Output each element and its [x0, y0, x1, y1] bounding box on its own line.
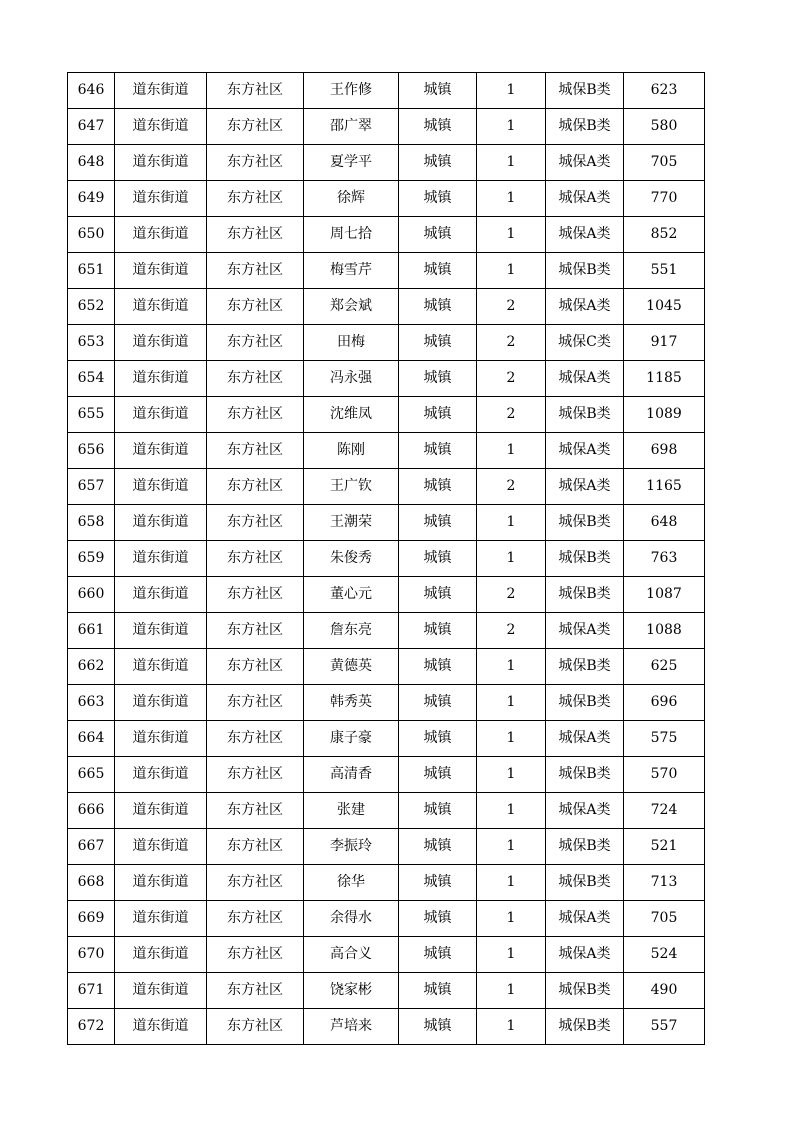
household-type-cell: 城镇 — [399, 649, 477, 685]
monthly-amount-cell: 1087 — [624, 577, 705, 613]
assistance-category-cell: 城保B类 — [546, 541, 624, 577]
person-name-cell: 饶家彬 — [304, 973, 399, 1009]
household-count-cell: 1 — [477, 757, 546, 793]
household-count-cell: 1 — [477, 649, 546, 685]
street-name-cell: 道东街道 — [115, 433, 207, 469]
street-name-cell: 道东街道 — [115, 973, 207, 1009]
table-row — [68, 397, 705, 433]
person-name-cell: 徐辉 — [304, 181, 399, 217]
household-type-cell: 城镇 — [399, 577, 477, 613]
person-name-cell: 朱俊秀 — [304, 541, 399, 577]
community-name-cell: 东方社区 — [207, 109, 304, 145]
household-type-cell: 城镇 — [399, 325, 477, 361]
table-row — [68, 73, 705, 109]
assistance-category-cell: 城保B类 — [546, 505, 624, 541]
table-row — [68, 505, 705, 541]
street-name-cell: 道东街道 — [115, 793, 207, 829]
row-number-cell: 659 — [68, 541, 115, 577]
row-number-cell: 652 — [68, 289, 115, 325]
table-row — [68, 865, 705, 901]
person-name-cell: 夏学平 — [304, 145, 399, 181]
monthly-amount-cell: 1185 — [624, 361, 705, 397]
community-name-cell: 东方社区 — [207, 793, 304, 829]
table-row — [68, 253, 705, 289]
person-name-cell: 周七拾 — [304, 217, 399, 253]
table-row — [68, 685, 705, 721]
monthly-amount-cell: 623 — [624, 73, 705, 109]
assistance-category-cell: 城保A类 — [546, 793, 624, 829]
assistance-category-cell: 城保B类 — [546, 109, 624, 145]
table-row — [68, 181, 705, 217]
household-count-cell: 1 — [477, 253, 546, 289]
table-row — [68, 613, 705, 649]
street-name-cell: 道东街道 — [115, 541, 207, 577]
row-number-cell: 646 — [68, 73, 115, 109]
assistance-category-cell: 城保A类 — [546, 289, 624, 325]
person-name-cell: 徐华 — [304, 865, 399, 901]
person-name-cell: 邵广翠 — [304, 109, 399, 145]
row-number-cell: 668 — [68, 865, 115, 901]
row-number-cell: 671 — [68, 973, 115, 1009]
household-count-cell: 1 — [477, 973, 546, 1009]
household-count-cell: 2 — [477, 361, 546, 397]
household-type-cell: 城镇 — [399, 541, 477, 577]
street-name-cell: 道东街道 — [115, 217, 207, 253]
person-name-cell: 张建 — [304, 793, 399, 829]
monthly-amount-cell: 705 — [624, 901, 705, 937]
person-name-cell: 田梅 — [304, 325, 399, 361]
household-count-cell: 1 — [477, 505, 546, 541]
assistance-category-cell: 城保B类 — [546, 73, 624, 109]
person-name-cell: 董心元 — [304, 577, 399, 613]
table-row — [68, 721, 705, 757]
monthly-amount-cell: 698 — [624, 433, 705, 469]
row-number-cell: 667 — [68, 829, 115, 865]
monthly-amount-cell: 557 — [624, 1009, 705, 1045]
table-row — [68, 289, 705, 325]
monthly-amount-cell: 917 — [624, 325, 705, 361]
community-name-cell: 东方社区 — [207, 541, 304, 577]
row-number-cell: 662 — [68, 649, 115, 685]
assistance-category-cell: 城保B类 — [546, 829, 624, 865]
street-name-cell: 道东街道 — [115, 937, 207, 973]
monthly-amount-cell: 705 — [624, 145, 705, 181]
household-count-cell: 2 — [477, 469, 546, 505]
community-name-cell: 东方社区 — [207, 145, 304, 181]
row-number-cell: 649 — [68, 181, 115, 217]
assistance-category-cell: 城保A类 — [546, 361, 624, 397]
table-row — [68, 577, 705, 613]
household-count-cell: 1 — [477, 721, 546, 757]
household-type-cell: 城镇 — [399, 505, 477, 541]
household-count-cell: 2 — [477, 613, 546, 649]
street-name-cell: 道东街道 — [115, 253, 207, 289]
assistance-category-cell: 城保A类 — [546, 433, 624, 469]
household-count-cell: 1 — [477, 145, 546, 181]
monthly-amount-cell: 1165 — [624, 469, 705, 505]
monthly-amount-cell: 763 — [624, 541, 705, 577]
monthly-amount-cell: 524 — [624, 937, 705, 973]
household-count-cell: 1 — [477, 109, 546, 145]
row-number-cell: 657 — [68, 469, 115, 505]
household-type-cell: 城镇 — [399, 793, 477, 829]
table-row — [68, 217, 705, 253]
assistance-category-cell: 城保B类 — [546, 685, 624, 721]
table-row — [68, 1009, 705, 1045]
household-count-cell: 1 — [477, 685, 546, 721]
row-number-cell: 670 — [68, 937, 115, 973]
table-row — [68, 541, 705, 577]
household-type-cell: 城镇 — [399, 757, 477, 793]
assistance-category-cell: 城保B类 — [546, 865, 624, 901]
monthly-amount-cell: 551 — [624, 253, 705, 289]
monthly-amount-cell: 1089 — [624, 397, 705, 433]
street-name-cell: 道东街道 — [115, 397, 207, 433]
street-name-cell: 道东街道 — [115, 289, 207, 325]
assistance-category-cell: 城保A类 — [546, 901, 624, 937]
community-name-cell: 东方社区 — [207, 505, 304, 541]
table-row — [68, 361, 705, 397]
household-type-cell: 城镇 — [399, 361, 477, 397]
assistance-category-cell: 城保A类 — [546, 469, 624, 505]
row-number-cell: 661 — [68, 613, 115, 649]
row-number-cell: 656 — [68, 433, 115, 469]
monthly-amount-cell: 852 — [624, 217, 705, 253]
household-count-cell: 1 — [477, 865, 546, 901]
community-name-cell: 东方社区 — [207, 325, 304, 361]
assistance-category-cell: 城保B类 — [546, 577, 624, 613]
subsidy-roster-table — [67, 72, 705, 1045]
community-name-cell: 东方社区 — [207, 469, 304, 505]
household-type-cell: 城镇 — [399, 433, 477, 469]
person-name-cell: 高合义 — [304, 937, 399, 973]
assistance-category-cell: 城保B类 — [546, 973, 624, 1009]
table-row — [68, 937, 705, 973]
person-name-cell: 王广钦 — [304, 469, 399, 505]
assistance-category-cell: 城保A类 — [546, 145, 624, 181]
household-count-cell: 1 — [477, 793, 546, 829]
assistance-category-cell: 城保A类 — [546, 613, 624, 649]
assistance-category-cell: 城保B类 — [546, 253, 624, 289]
person-name-cell: 王潮荣 — [304, 505, 399, 541]
person-name-cell: 韩秀英 — [304, 685, 399, 721]
household-count-cell: 2 — [477, 289, 546, 325]
monthly-amount-cell: 490 — [624, 973, 705, 1009]
monthly-amount-cell: 1088 — [624, 613, 705, 649]
household-count-cell: 1 — [477, 217, 546, 253]
monthly-amount-cell: 575 — [624, 721, 705, 757]
household-count-cell: 1 — [477, 937, 546, 973]
person-name-cell: 冯永强 — [304, 361, 399, 397]
assistance-category-cell: 城保C类 — [546, 325, 624, 361]
street-name-cell: 道东街道 — [115, 649, 207, 685]
community-name-cell: 东方社区 — [207, 1009, 304, 1045]
assistance-category-cell: 城保A类 — [546, 937, 624, 973]
table-row — [68, 433, 705, 469]
row-number-cell: 653 — [68, 325, 115, 361]
person-name-cell: 沈维凤 — [304, 397, 399, 433]
community-name-cell: 东方社区 — [207, 361, 304, 397]
row-number-cell: 660 — [68, 577, 115, 613]
row-number-cell: 651 — [68, 253, 115, 289]
table-row — [68, 469, 705, 505]
monthly-amount-cell: 570 — [624, 757, 705, 793]
person-name-cell: 陈刚 — [304, 433, 399, 469]
community-name-cell: 东方社区 — [207, 685, 304, 721]
row-number-cell: 664 — [68, 721, 115, 757]
street-name-cell: 道东街道 — [115, 829, 207, 865]
household-type-cell: 城镇 — [399, 865, 477, 901]
row-number-cell: 647 — [68, 109, 115, 145]
row-number-cell: 669 — [68, 901, 115, 937]
assistance-category-cell: 城保B类 — [546, 1009, 624, 1045]
household-count-cell: 1 — [477, 901, 546, 937]
table-row — [68, 973, 705, 1009]
household-count-cell: 2 — [477, 325, 546, 361]
row-number-cell: 672 — [68, 1009, 115, 1045]
person-name-cell: 黄德英 — [304, 649, 399, 685]
household-type-cell: 城镇 — [399, 829, 477, 865]
assistance-category-cell: 城保A类 — [546, 181, 624, 217]
community-name-cell: 东方社区 — [207, 433, 304, 469]
assistance-category-cell: 城保B类 — [546, 649, 624, 685]
household-type-cell: 城镇 — [399, 973, 477, 1009]
household-type-cell: 城镇 — [399, 469, 477, 505]
household-type-cell: 城镇 — [399, 937, 477, 973]
assistance-category-cell: 城保B类 — [546, 397, 624, 433]
row-number-cell: 663 — [68, 685, 115, 721]
household-type-cell: 城镇 — [399, 1009, 477, 1045]
monthly-amount-cell: 713 — [624, 865, 705, 901]
community-name-cell: 东方社区 — [207, 577, 304, 613]
street-name-cell: 道东街道 — [115, 613, 207, 649]
street-name-cell: 道东街道 — [115, 469, 207, 505]
community-name-cell: 东方社区 — [207, 901, 304, 937]
assistance-category-cell: 城保A类 — [546, 721, 624, 757]
row-number-cell: 655 — [68, 397, 115, 433]
table-row — [68, 145, 705, 181]
community-name-cell: 东方社区 — [207, 181, 304, 217]
row-number-cell: 650 — [68, 217, 115, 253]
household-type-cell: 城镇 — [399, 145, 477, 181]
street-name-cell: 道东街道 — [115, 145, 207, 181]
street-name-cell: 道东街道 — [115, 757, 207, 793]
community-name-cell: 东方社区 — [207, 721, 304, 757]
street-name-cell: 道东街道 — [115, 73, 207, 109]
row-number-cell: 658 — [68, 505, 115, 541]
community-name-cell: 东方社区 — [207, 865, 304, 901]
community-name-cell: 东方社区 — [207, 73, 304, 109]
community-name-cell: 东方社区 — [207, 973, 304, 1009]
street-name-cell: 道东街道 — [115, 865, 207, 901]
person-name-cell: 郑会斌 — [304, 289, 399, 325]
row-number-cell: 666 — [68, 793, 115, 829]
row-number-cell: 654 — [68, 361, 115, 397]
community-name-cell: 东方社区 — [207, 397, 304, 433]
household-type-cell: 城镇 — [399, 109, 477, 145]
monthly-amount-cell: 770 — [624, 181, 705, 217]
household-type-cell: 城镇 — [399, 217, 477, 253]
street-name-cell: 道东街道 — [115, 361, 207, 397]
table-row — [68, 649, 705, 685]
street-name-cell: 道东街道 — [115, 181, 207, 217]
community-name-cell: 东方社区 — [207, 757, 304, 793]
assistance-category-cell: 城保B类 — [546, 757, 624, 793]
community-name-cell: 东方社区 — [207, 829, 304, 865]
monthly-amount-cell: 1045 — [624, 289, 705, 325]
street-name-cell: 道东街道 — [115, 721, 207, 757]
row-number-cell: 648 — [68, 145, 115, 181]
monthly-amount-cell: 696 — [624, 685, 705, 721]
street-name-cell: 道东街道 — [115, 901, 207, 937]
household-type-cell: 城镇 — [399, 397, 477, 433]
person-name-cell: 余得水 — [304, 901, 399, 937]
table-row — [68, 901, 705, 937]
community-name-cell: 东方社区 — [207, 613, 304, 649]
monthly-amount-cell: 648 — [624, 505, 705, 541]
household-count-cell: 1 — [477, 433, 546, 469]
person-name-cell: 李振玲 — [304, 829, 399, 865]
table-row — [68, 829, 705, 865]
street-name-cell: 道东街道 — [115, 109, 207, 145]
household-type-cell: 城镇 — [399, 613, 477, 649]
person-name-cell: 詹东亮 — [304, 613, 399, 649]
household-count-cell: 1 — [477, 181, 546, 217]
street-name-cell: 道东街道 — [115, 505, 207, 541]
person-name-cell: 王作修 — [304, 73, 399, 109]
row-number-cell: 665 — [68, 757, 115, 793]
street-name-cell: 道东街道 — [115, 1009, 207, 1045]
person-name-cell: 梅雪芹 — [304, 253, 399, 289]
table-row — [68, 109, 705, 145]
monthly-amount-cell: 521 — [624, 829, 705, 865]
household-type-cell: 城镇 — [399, 253, 477, 289]
household-count-cell: 1 — [477, 829, 546, 865]
household-count-cell: 1 — [477, 73, 546, 109]
household-type-cell: 城镇 — [399, 73, 477, 109]
community-name-cell: 东方社区 — [207, 937, 304, 973]
street-name-cell: 道东街道 — [115, 577, 207, 613]
person-name-cell: 高清香 — [304, 757, 399, 793]
monthly-amount-cell: 724 — [624, 793, 705, 829]
table-row — [68, 325, 705, 361]
household-count-cell: 1 — [477, 541, 546, 577]
household-count-cell: 2 — [477, 397, 546, 433]
community-name-cell: 东方社区 — [207, 217, 304, 253]
household-type-cell: 城镇 — [399, 289, 477, 325]
community-name-cell: 东方社区 — [207, 649, 304, 685]
household-type-cell: 城镇 — [399, 685, 477, 721]
household-count-cell: 2 — [477, 577, 546, 613]
table-row — [68, 757, 705, 793]
street-name-cell: 道东街道 — [115, 685, 207, 721]
table-row — [68, 793, 705, 829]
household-type-cell: 城镇 — [399, 721, 477, 757]
street-name-cell: 道东街道 — [115, 325, 207, 361]
assistance-category-cell: 城保A类 — [546, 217, 624, 253]
monthly-amount-cell: 625 — [624, 649, 705, 685]
community-name-cell: 东方社区 — [207, 289, 304, 325]
roster-body — [68, 73, 705, 1045]
household-count-cell: 1 — [477, 1009, 546, 1045]
community-name-cell: 东方社区 — [207, 253, 304, 289]
person-name-cell: 芦培来 — [304, 1009, 399, 1045]
household-type-cell: 城镇 — [399, 901, 477, 937]
household-type-cell: 城镇 — [399, 181, 477, 217]
monthly-amount-cell: 580 — [624, 109, 705, 145]
person-name-cell: 康子豪 — [304, 721, 399, 757]
